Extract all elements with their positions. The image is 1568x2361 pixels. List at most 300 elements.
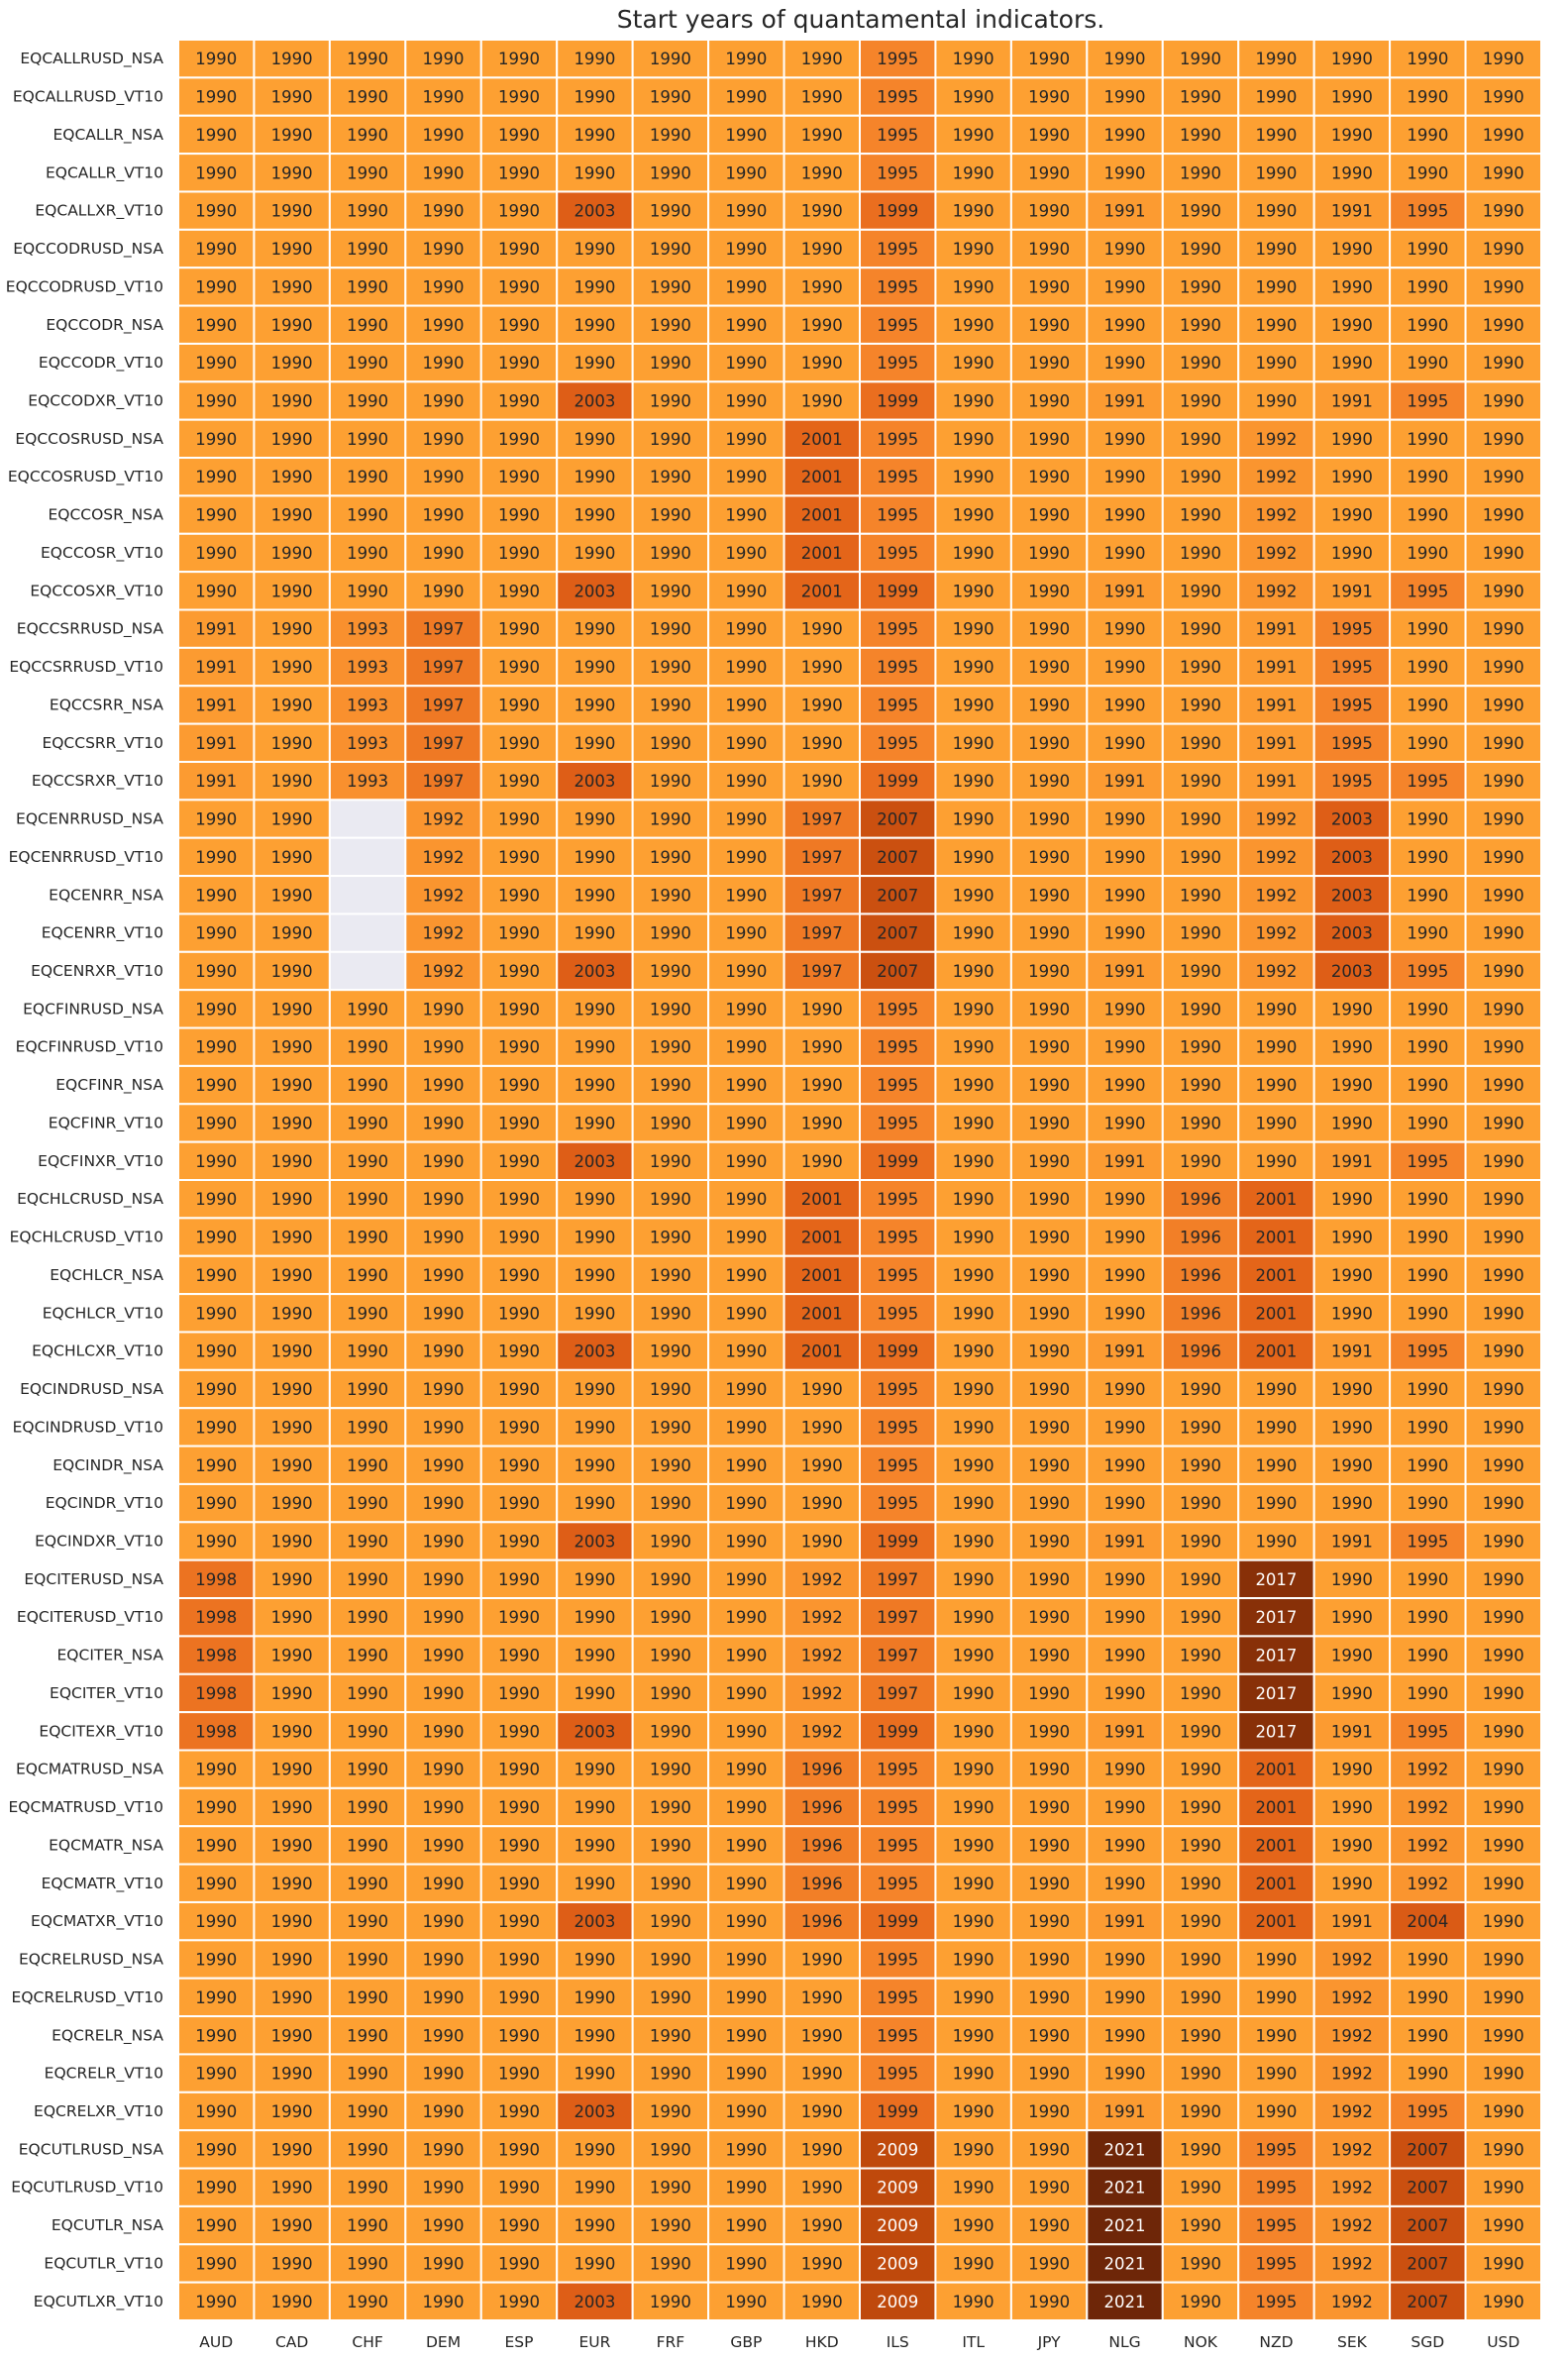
- cell-value-label: 1990: [649, 1646, 691, 1665]
- cell-value-label: 1990: [800, 696, 843, 715]
- row-label: EQCENRRUSD_NSA: [16, 809, 163, 828]
- cell-value-label: 1990: [422, 1760, 465, 1779]
- cell-value-label: 1990: [574, 1190, 616, 1210]
- cell-value-label: 1992: [1330, 2292, 1373, 2311]
- cell-value-label: 1995: [877, 87, 919, 107]
- cell-value-label: 1990: [498, 315, 540, 335]
- cell-value-label: 1990: [725, 1532, 768, 1552]
- cell-value-label: 1990: [1482, 772, 1524, 792]
- cell-value-label: 1990: [1180, 733, 1221, 753]
- cell-value-label: 1990: [649, 1836, 691, 1856]
- heatmap-cells: [178, 40, 1541, 2320]
- column-label: ITL: [962, 2333, 986, 2351]
- cell-value-label: 1990: [574, 468, 616, 487]
- cell-value-label: 1990: [1482, 1950, 1524, 1970]
- cell-value-label: 1990: [347, 125, 389, 145]
- cell-value-label: 1990: [195, 1912, 238, 1932]
- cell-value-label: 1990: [498, 1151, 540, 1171]
- row-label: EQCALLRUSD_VT10: [12, 87, 163, 106]
- cell-value-label: 1990: [1482, 1380, 1524, 1400]
- cell-value-label: 1990: [649, 658, 691, 678]
- cell-value-label: 1990: [422, 2178, 465, 2198]
- cell-value-label: 1990: [649, 619, 691, 639]
- cell-value-label: 1990: [422, 87, 465, 107]
- cell-value-label: 1990: [1482, 1076, 1524, 1096]
- cell-value-label: 1990: [195, 543, 238, 563]
- cell-value-label: 1990: [649, 1798, 691, 1818]
- cell-value-label: 1990: [800, 163, 843, 183]
- cell-value-label: 1995: [1407, 391, 1449, 411]
- cell-value-label: 1990: [649, 1722, 691, 1742]
- cell-value-label: 1990: [800, 1950, 843, 1970]
- row-label: EQCFINRUSD_NSA: [23, 1000, 163, 1019]
- cell-value-label: 1990: [498, 847, 540, 867]
- cell-value-label: 1990: [1103, 1455, 1146, 1475]
- cell-value-label: 1995: [877, 2064, 919, 2084]
- cell-value-label: 1996: [800, 1874, 843, 1893]
- cell-value-label: 1990: [195, 1418, 238, 1438]
- cell-value-label: 1990: [1028, 1532, 1071, 1552]
- heatmap-cell: [330, 876, 405, 913]
- row-label: EQCENRXR_VT10: [31, 961, 163, 980]
- cell-value-label: 1990: [1482, 543, 1524, 563]
- cell-value-label: 1990: [1180, 1418, 1221, 1438]
- cell-value-label: 1990: [270, 886, 313, 906]
- cell-value-label: 1993: [347, 733, 389, 753]
- cell-value-label: 1990: [498, 1798, 540, 1818]
- cell-value-label: 1995: [1407, 1151, 1449, 1171]
- cell-value-label: 1990: [195, 1151, 238, 1171]
- cell-value-label: 1990: [1028, 1114, 1071, 1133]
- cell-value-label: 1990: [952, 2101, 994, 2121]
- cell-value-label: 1990: [1330, 429, 1373, 449]
- cell-value-label: 1990: [952, 391, 994, 411]
- cell-value-label: 1990: [270, 1228, 313, 1247]
- cell-value-label: 1990: [1407, 1569, 1449, 1589]
- cell-value-label: 2001: [1255, 1341, 1298, 1361]
- cell-value-label: 1990: [270, 1569, 313, 1589]
- cell-value-label: 1990: [1482, 1760, 1524, 1779]
- cell-value-label: 1990: [952, 809, 994, 829]
- cell-value-label: 1990: [195, 2292, 238, 2311]
- cell-value-label: 2009: [877, 2178, 919, 2198]
- cell-value-label: 1990: [649, 2026, 691, 2046]
- cell-value-label: 1990: [725, 696, 768, 715]
- cell-value-label: 1997: [877, 1569, 919, 1589]
- cell-value-label: 1990: [270, 2140, 313, 2160]
- cell-value-label: 2003: [574, 1722, 616, 1742]
- cell-value-label: 1990: [1028, 50, 1071, 69]
- cell-value-label: 1990: [1482, 961, 1524, 981]
- cell-value-label: 1990: [800, 1532, 843, 1552]
- cell-value-label: 1990: [422, 2254, 465, 2274]
- cell-value-label: 1990: [800, 1037, 843, 1057]
- cell-value-label: 1990: [574, 163, 616, 183]
- cell-value-label: 1990: [347, 2292, 389, 2311]
- cell-value-label: 1990: [270, 125, 313, 145]
- cell-value-label: 1990: [270, 2254, 313, 2274]
- cell-value-label: 2003: [574, 961, 616, 981]
- cell-value-label: 1990: [422, 2064, 465, 2084]
- cell-value-label: 2001: [800, 1304, 843, 1324]
- cell-value-label: 1990: [649, 809, 691, 829]
- cell-value-label: 1990: [270, 201, 313, 221]
- cell-value-label: 1990: [725, 2254, 768, 2274]
- cell-value-label: 1990: [1103, 1569, 1146, 1589]
- cell-value-label: 1990: [725, 50, 768, 69]
- cell-value-label: 1990: [422, 1418, 465, 1438]
- cell-value-label: 1990: [1103, 1798, 1146, 1818]
- cell-value-label: 1990: [725, 733, 768, 753]
- cell-value-label: 1990: [422, 315, 465, 335]
- cell-value-label: 1990: [1180, 50, 1221, 69]
- cell-value-label: 1990: [195, 1265, 238, 1285]
- cell-value-label: 1995: [877, 1987, 919, 2007]
- cell-value-label: 1990: [1330, 240, 1373, 260]
- cell-value-label: 1992: [1407, 1760, 1449, 1779]
- cell-value-label: 2001: [800, 1341, 843, 1361]
- cell-value-label: 1990: [1482, 658, 1524, 678]
- cell-value-label: 1990: [1028, 1076, 1071, 1096]
- cell-value-label: 1990: [498, 658, 540, 678]
- row-label: EQCRELR_VT10: [44, 2064, 163, 2083]
- cell-value-label: 1990: [649, 1000, 691, 1020]
- cell-value-label: 1997: [877, 1608, 919, 1628]
- column-label: GBP: [730, 2333, 763, 2351]
- cell-value-label: 1990: [725, 1114, 768, 1133]
- cell-value-label: 1995: [877, 163, 919, 183]
- cell-value-label: 1990: [195, 1798, 238, 1818]
- cell-value-label: 1990: [1028, 2026, 1071, 2046]
- cell-value-label: 1999: [877, 391, 919, 411]
- cell-value-label: 1990: [1407, 733, 1449, 753]
- cell-value-label: 1990: [498, 2064, 540, 2084]
- cell-value-label: 1990: [1028, 658, 1071, 678]
- cell-value-label: 1995: [877, 1494, 919, 1514]
- cell-value-label: 1990: [195, 1494, 238, 1514]
- cell-value-label: 1990: [195, 505, 238, 525]
- cell-value-label: 1990: [195, 354, 238, 374]
- cell-value-label: 1990: [1028, 1646, 1071, 1665]
- cell-value-label: 1990: [649, 543, 691, 563]
- row-label: EQCCOSRUSD_NSA: [15, 429, 163, 448]
- cell-value-label: 1995: [877, 1874, 919, 1893]
- cell-value-label: 1990: [1028, 1304, 1071, 1324]
- cell-value-label: 1990: [1103, 315, 1146, 335]
- cell-value-label: 1990: [649, 1608, 691, 1628]
- row-label: EQCCOSRUSD_VT10: [7, 468, 163, 486]
- cell-value-label: 1990: [498, 125, 540, 145]
- cell-value-label: 1990: [347, 1380, 389, 1400]
- cell-value-label: 1990: [952, 1760, 994, 1779]
- cell-value-label: 1990: [574, 1000, 616, 1020]
- cell-value-label: 1990: [649, 201, 691, 221]
- cell-value-label: 1990: [422, 354, 465, 374]
- cell-value-label: 1990: [649, 696, 691, 715]
- cell-value-label: 2001: [800, 543, 843, 563]
- cell-value-label: 1996: [1180, 1341, 1221, 1361]
- row-label: EQCCOSR_VT10: [41, 543, 163, 562]
- cell-value-label: 1990: [1482, 2064, 1524, 2084]
- cell-value-label: 1990: [347, 240, 389, 260]
- row-label: EQCRELRUSD_NSA: [19, 1950, 163, 1969]
- column-label: USD: [1487, 2333, 1520, 2351]
- cell-value-label: 1990: [1407, 1950, 1449, 1970]
- cell-value-label: 1990: [1407, 1000, 1449, 1020]
- cell-value-label: 1990: [1103, 1265, 1146, 1285]
- cell-value-label: 1990: [498, 2178, 540, 2198]
- cell-value-label: 1990: [800, 354, 843, 374]
- cell-value-label: 1990: [1330, 1228, 1373, 1247]
- cell-value-label: 2001: [800, 1190, 843, 1210]
- cell-value-label: 1990: [1330, 163, 1373, 183]
- cell-value-label: 1990: [725, 315, 768, 335]
- cell-value-label: 1990: [347, 1722, 389, 1742]
- cell-value-label: 1990: [422, 1304, 465, 1324]
- cell-value-label: 2001: [1255, 1265, 1298, 1285]
- cell-value-label: 1990: [422, 1987, 465, 2007]
- cell-value-label: 1990: [1482, 1418, 1524, 1438]
- cell-value-label: 1990: [1103, 2026, 1146, 2046]
- cell-value-label: 1990: [498, 1532, 540, 1552]
- cell-value-label: 1990: [725, 1608, 768, 1628]
- cell-value-label: 1997: [800, 809, 843, 829]
- cell-value-label: 1990: [1482, 696, 1524, 715]
- cell-value-label: 1990: [1028, 1836, 1071, 1856]
- cell-value-label: 1990: [1028, 2216, 1071, 2236]
- cell-value-label: 1990: [498, 468, 540, 487]
- cell-value-label: 2009: [877, 2140, 919, 2160]
- cell-value-label: 1991: [1330, 1341, 1373, 1361]
- cell-value-label: 1990: [498, 696, 540, 715]
- cell-value-label: 1999: [877, 2101, 919, 2121]
- cell-value-label: 1999: [877, 201, 919, 221]
- cell-value-label: 1990: [1482, 50, 1524, 69]
- cell-value-label: 1990: [1330, 277, 1373, 297]
- cell-value-label: 1990: [1028, 277, 1071, 297]
- cell-value-label: 1990: [952, 1000, 994, 1020]
- cell-value-label: 1995: [1330, 772, 1373, 792]
- cell-value-label: 1990: [952, 1304, 994, 1324]
- cell-value-label: 1990: [1028, 1987, 1071, 2007]
- cell-value-label: 1990: [574, 87, 616, 107]
- cell-value-label: 1990: [574, 809, 616, 829]
- cell-value-label: 1990: [1482, 1608, 1524, 1628]
- cell-value-label: 1999: [877, 1341, 919, 1361]
- cell-value-label: 1995: [877, 2026, 919, 2046]
- cell-value-label: 1990: [347, 1076, 389, 1096]
- cell-value-label: 1990: [952, 1418, 994, 1438]
- cell-value-label: 1990: [1407, 1265, 1449, 1285]
- cell-value-label: 1990: [649, 2254, 691, 2274]
- cell-value-label: 1990: [1180, 1532, 1221, 1552]
- cell-value-label: 1990: [574, 1569, 616, 1589]
- cell-value-label: 1990: [422, 1798, 465, 1818]
- cell-value-label: 1992: [1330, 2254, 1373, 2274]
- cell-value-label: 1990: [1028, 847, 1071, 867]
- cell-value-label: 2001: [1255, 1912, 1298, 1932]
- cell-value-label: 1990: [725, 772, 768, 792]
- cell-value-label: 1990: [195, 1380, 238, 1400]
- cell-value-label: 1990: [498, 1987, 540, 2007]
- cell-value-label: 1990: [1180, 1000, 1221, 1020]
- cell-value-label: 1990: [725, 961, 768, 981]
- cell-value-label: 1997: [422, 619, 465, 639]
- cell-value-label: 1990: [1330, 1114, 1373, 1133]
- cell-value-label: 2001: [800, 1228, 843, 1247]
- cell-value-label: 1991: [1103, 1532, 1146, 1552]
- cell-value-label: 1990: [649, 2292, 691, 2311]
- cell-value-label: 1990: [1407, 847, 1449, 867]
- cell-value-label: 1990: [498, 1380, 540, 1400]
- cell-value-label: 1990: [1330, 1380, 1373, 1400]
- cell-value-label: 1990: [1407, 163, 1449, 183]
- cell-value-label: 1990: [574, 1114, 616, 1133]
- cell-value-label: 1990: [498, 1228, 540, 1247]
- cell-value-label: 1990: [1103, 1760, 1146, 1779]
- cell-value-label: 1990: [347, 1646, 389, 1665]
- cell-value-label: 1990: [1407, 1228, 1449, 1247]
- cell-value-label: 1990: [1180, 1722, 1221, 1742]
- cell-value-label: 1990: [347, 2140, 389, 2160]
- cell-value-label: 1990: [725, 163, 768, 183]
- cell-value-label: 1990: [725, 505, 768, 525]
- cell-value-label: 1990: [1028, 2101, 1071, 2121]
- cell-value-label: 1997: [422, 696, 465, 715]
- cell-value-label: 2007: [1407, 2254, 1449, 2274]
- cell-value-label: 1990: [574, 1683, 616, 1703]
- cell-value-label: 1990: [422, 582, 465, 601]
- cell-value-label: 1990: [422, 50, 465, 69]
- cell-value-label: 1990: [1407, 886, 1449, 906]
- cell-value-label: 1990: [498, 1037, 540, 1057]
- cell-value-label: 1992: [422, 961, 465, 981]
- cell-value-label: 1990: [574, 1950, 616, 1970]
- cell-value-label: 1990: [800, 619, 843, 639]
- cell-value-label: 1990: [498, 2026, 540, 2046]
- cell-value-label: 1990: [574, 1874, 616, 1893]
- cell-value-label: 1990: [1180, 1874, 1221, 1893]
- cell-value-label: 1990: [195, 1455, 238, 1475]
- cell-value-label: 1990: [1028, 1569, 1071, 1589]
- cell-value-label: 1990: [1255, 277, 1298, 297]
- cell-value-label: 1990: [270, 468, 313, 487]
- cell-value-label: 1990: [1255, 2026, 1298, 2046]
- cell-value-label: 1990: [800, 772, 843, 792]
- cell-value-label: 1990: [195, 1341, 238, 1361]
- cell-value-label: 1990: [1255, 354, 1298, 374]
- cell-value-label: 1995: [1407, 772, 1449, 792]
- cell-value-label: 1990: [952, 961, 994, 981]
- cell-value-label: 1990: [1180, 2064, 1221, 2084]
- cell-value-label: 1990: [725, 1304, 768, 1324]
- cell-value-label: 1990: [725, 1646, 768, 1665]
- column-label: JPY: [1037, 2333, 1061, 2351]
- cell-value-label: 1990: [649, 391, 691, 411]
- row-label: EQCRELR_NSA: [52, 2026, 163, 2045]
- cell-value-label: 1990: [574, 354, 616, 374]
- row-label: EQCMATXR_VT10: [31, 1912, 163, 1931]
- cell-value-label: 1990: [1255, 1076, 1298, 1096]
- cell-value-label: 1990: [1407, 1037, 1449, 1057]
- cell-value-label: 1990: [1028, 163, 1071, 183]
- cell-value-label: 2003: [574, 1151, 616, 1171]
- cell-value-label: 1990: [1330, 125, 1373, 145]
- cell-value-label: 1990: [649, 886, 691, 906]
- cell-value-label: 1990: [422, 2216, 465, 2236]
- cell-value-label: 1990: [195, 1874, 238, 1893]
- cell-value-label: 1990: [952, 923, 994, 943]
- cell-value-label: 1990: [1180, 1608, 1221, 1628]
- cell-value-label: 1995: [877, 1836, 919, 1856]
- cell-value-label: 1990: [649, 847, 691, 867]
- cell-value-label: 1990: [270, 1532, 313, 1552]
- cell-value-label: 1990: [1482, 87, 1524, 107]
- cell-value-label: 1990: [270, 240, 313, 260]
- cell-value-label: 1990: [952, 354, 994, 374]
- cell-value-label: 2003: [1330, 809, 1373, 829]
- cell-value-label: 1990: [1180, 961, 1221, 981]
- cell-value-label: 1997: [800, 961, 843, 981]
- row-label: EQCALLXR_VT10: [35, 201, 163, 220]
- cell-value-label: 1990: [952, 1646, 994, 1665]
- cell-value-label: 1990: [1482, 847, 1524, 867]
- cell-value-label: 1990: [1407, 277, 1449, 297]
- cell-value-label: 1990: [1028, 923, 1071, 943]
- cell-value-label: 1996: [800, 1836, 843, 1856]
- cell-value-label: 1990: [800, 2026, 843, 2046]
- cell-value-label: 1990: [1180, 429, 1221, 449]
- cell-value-label: 2017: [1255, 1646, 1298, 1665]
- cell-value-label: 1990: [270, 1304, 313, 1324]
- row-label: EQCITER_NSA: [56, 1646, 163, 1664]
- cell-value-label: 1990: [649, 468, 691, 487]
- cell-value-label: 1990: [422, 1151, 465, 1171]
- cell-value-label: 1990: [347, 1190, 389, 1210]
- cell-value-label: 1990: [952, 429, 994, 449]
- cell-value-label: 1995: [877, 429, 919, 449]
- cell-value-label: 1990: [1407, 50, 1449, 69]
- cell-value-label: 1990: [725, 582, 768, 601]
- cell-value-label: 1990: [725, 354, 768, 374]
- cell-value-label: 1993: [347, 696, 389, 715]
- cell-value-label: 1990: [574, 125, 616, 145]
- cell-value-label: 1990: [1180, 1950, 1221, 1970]
- row-label: EQCMATR_NSA: [49, 1836, 163, 1855]
- cell-value-label: 1990: [1180, 1114, 1221, 1133]
- cell-value-label: 1990: [1407, 125, 1449, 145]
- cell-value-label: 1990: [725, 543, 768, 563]
- row-label: EQCRELXR_VT10: [34, 2101, 163, 2120]
- row-labels: [6, 50, 164, 2311]
- cell-value-label: 1990: [347, 543, 389, 563]
- cell-value-label: 1992: [800, 1569, 843, 1589]
- row-label: EQCUTLRUSD_VT10: [11, 2178, 163, 2197]
- cell-value-label: 1990: [1407, 1683, 1449, 1703]
- cell-value-label: 1990: [725, 619, 768, 639]
- cell-value-label: 1990: [800, 1114, 843, 1133]
- cell-value-label: 1990: [1180, 163, 1221, 183]
- cell-value-label: 1992: [1255, 923, 1298, 943]
- cell-value-label: 1990: [422, 277, 465, 297]
- cell-value-label: 1990: [725, 1037, 768, 1057]
- cell-value-label: 1991: [1330, 582, 1373, 601]
- heatmap-cell: [330, 952, 405, 990]
- cell-value-label: 1990: [1407, 1418, 1449, 1438]
- cell-value-label: 1999: [877, 1912, 919, 1932]
- cell-value-label: 2001: [800, 582, 843, 601]
- cell-value-label: 1990: [1103, 1000, 1146, 1020]
